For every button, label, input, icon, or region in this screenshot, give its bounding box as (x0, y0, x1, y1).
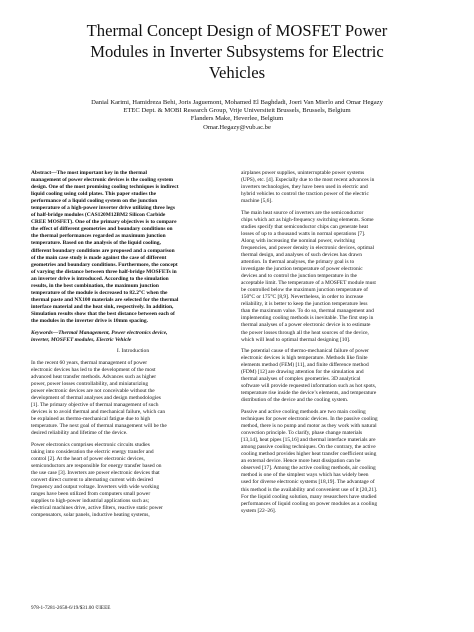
text-line: 150°C or 175°C [8,9]. Nevertheless, in order to increase (241, 294, 364, 301)
text-line: results, in the best combination, the maximum junction (31, 282, 159, 289)
text-line: performance of a liquid cooling system on the junction (31, 198, 158, 205)
text-line: taking into consideration the electric energy transfer and (31, 448, 154, 455)
text-line: management of power electronic devices is the cooling system (31, 177, 174, 184)
text-line: the thermal performances regarded as maximum junction (31, 233, 166, 240)
text-line: method is one of the simplest ways which has widely been (241, 472, 369, 479)
text-line: different boundary conditions are proposed and a comparison (31, 247, 175, 254)
text-line: thermal paste and NX100 materials are selected for the thermal (31, 296, 179, 303)
title-line: Modules in Inverter Subsystems for Electric (90, 42, 384, 61)
text-line: The main heat source of inverters are the semiconductor (241, 209, 364, 216)
text-line: CREE MOSFET). One of the primary objectives is to compare (31, 219, 177, 226)
text-line: cooling method provides higher heat transfer coefficient using (241, 451, 377, 458)
text-line: Keywords—Thermal Management, Power electronics device, (31, 329, 168, 336)
text-line: advanced heat transfer methods. Advances such as higher (31, 373, 157, 380)
text-line: the modules in the inverter drive is 10mm spacing. (31, 317, 148, 324)
text-line: software will provide requested information such as hot spots, (241, 383, 377, 390)
text-line: convection principle. To clarify, phase change materials (241, 430, 363, 437)
text-line: the use case [3]. Inverters are power electronic devices that (31, 469, 160, 476)
text-line: system [22–26]. (241, 507, 277, 514)
text-line: investigate the junction temperature of power electronic (241, 266, 363, 273)
text-line: design. One of the most promising cooling techniques is indirect (31, 184, 179, 191)
text-line: of the main case study is made against the case of different (31, 254, 167, 261)
text-line: interface material and the heat sink, respectively. In addition, (31, 303, 174, 310)
author-names: Danial Karimi, Hamidreza Behi, Joris Jaguemont, Mohamed El Baghdadi, Joeri Van Mierlo and Omar Hegazy (91, 99, 383, 106)
text-line: temperature. The next goal of thermal management will be the (31, 423, 167, 430)
text-line: losses of up to a thousand watts in normal operations [7]. (241, 230, 366, 237)
text-line: performances of liquid cooling on power modules as a cooling (241, 500, 378, 507)
text-line: frequencies, and power density in electronic devices, optimal (241, 244, 375, 251)
text-line: the power losses through all the heat sources of the device, (241, 329, 369, 336)
text-line: For the liquid cooling solution, many researchers have studied (241, 493, 377, 500)
text-line: Simulation results show that the best distance between each of (31, 310, 175, 317)
text-line: [13,14], heat pipes [15,16] and thermal interface materials are (241, 437, 376, 444)
affiliation: Flanders Make, Heverlee, Belgium (190, 115, 284, 123)
text-line: used for diverse electronic systems [18,19]. The advantage of (241, 479, 375, 486)
text-line: Abstract—The most important key in the thermal (31, 170, 147, 176)
text-line: inverter, MOSFET modules, Electric Vehicle (31, 336, 132, 343)
text-line: of half-bridge modules (CAS120M12BM2 Silicon Carbide (31, 212, 166, 219)
text-line: control [2]. At the heart of power electronic devices, (31, 455, 145, 462)
text-line: compensators, solar panels, inductive heating systems, (31, 512, 150, 519)
text-line: techniques for power electronic devices. In the passive cooling (241, 416, 378, 423)
text-line: distribution of the device and the cooling system. (241, 397, 349, 404)
section-heading: I. Introduction (116, 348, 150, 355)
text-line: ranges have been utilized from computers small power (31, 491, 151, 498)
text-line: Along with increasing the nominal power, switching (241, 237, 356, 244)
text-line: [1]. The primary objective of thermal management of such (31, 401, 159, 408)
text-line: power electronic devices are not conceivable without the (31, 387, 155, 394)
text-line: temperature of the module is decreased to 82.2°C when the (31, 289, 168, 296)
text-line: devices and to control the junction temperature in the (241, 273, 357, 280)
text-line: devices is to avoid thermal and mechanical failure, which can (31, 409, 166, 415)
author-email: Omar.Hegazy@vub.ac.be (203, 123, 271, 131)
text-line: be explained as thermo-mechanical fatigue due to high (31, 416, 151, 423)
text-line: the effect of different geometries and boundary conditions on (31, 226, 173, 233)
text-line: inverters technologies, they have been used in electric and (241, 184, 368, 191)
affiliation: ETEC Dept. & MOBI Research Group, Vrije Universiteit Brussels, Brussels, Belgium (123, 107, 351, 115)
text-line: convert direct current to alternating current with desired (31, 476, 153, 483)
paper-title (20, 20, 454, 83)
text-line: Power electronics comprises electronic circuits studies (31, 441, 150, 448)
text-line: this method is the availability and convenient use of it [20,21]. (241, 486, 378, 493)
text-line: studies specify that semiconductor chips can generate heat (241, 223, 368, 230)
text-line: than the maximum value. To do so, thermal management and (241, 308, 374, 315)
right-column (241, 170, 445, 515)
text-line: machine [5,6]. (241, 198, 273, 205)
text-line: method, there is no pump and motor as they work with natural (241, 423, 377, 430)
text-line: reliability, it is better to keep the junction temperature less (241, 301, 368, 308)
text-line: acceptable limit. The temperature of a MOSFET module must (241, 280, 376, 287)
text-line: hybrid vehicles to control the traction power of the electric (241, 191, 369, 198)
text-line: semiconductors are responsible for energy transfer based on (31, 462, 162, 469)
text-line: liquid cooling using cold plates. This paper studies the (31, 191, 157, 198)
text-line: elements method (FEM) [11], and finite difference method (241, 362, 369, 369)
title-line: Thermal Concept Design of MOSFET Power (86, 21, 388, 40)
copyright-footer: 978-1-7281-2658-6/19/$31.00 ©IEEE (31, 605, 111, 611)
text-line: be controlled below the maximum junction temperature of (241, 287, 368, 294)
text-line: attention. In thermal analyses, the primary goal is to (241, 259, 355, 266)
text-line: desired reliability and lifetime of the device. (31, 430, 128, 437)
text-line: (FDM) [12] are drawing attention for the simulation and (241, 369, 364, 376)
title-line: Vehicles (208, 63, 266, 82)
text-line: temperature rise inside the device’s elements, and temperature (241, 390, 377, 397)
text-line: development of thermal analyses and design methodologies (31, 394, 161, 401)
text-line: temperature of a high-power inverter drive utilizing three legs (31, 205, 175, 212)
text-line: Passive and active cooling methods are two main cooling (241, 409, 366, 415)
text-line: In the recent 60 years, thermal management of power (31, 359, 148, 366)
text-line: temperature. Based on the analysis of the liquid cooling, (31, 240, 161, 247)
text-line: power, power losses controllability, and miniaturizing (31, 380, 149, 387)
text-line: among passive cooling techniques. On the contrary, the active (241, 444, 376, 451)
text-line: an external device. Hence more heat dissipation can be (241, 458, 361, 465)
text-line: chips which act as high-frequency switching elements. Some (241, 216, 374, 223)
text-line: The potential cause of thermo-mechanical failure of power (241, 348, 369, 355)
text-line: implementing cooling methods is inevitable. The first step in (241, 315, 374, 322)
text-line: thermal analyses of complex geometries. 3D analytical (241, 376, 361, 383)
text-line: thermal analyses of a power electronic device is to estimate (241, 322, 371, 329)
text-line: an inverter drive is introduced. According to the simulation (31, 275, 169, 282)
text-line: electronic devices has led to the development of the most (31, 366, 156, 373)
text-line: supplies to high-power industrial applications such as; (31, 498, 150, 505)
author-block (30, 99, 444, 132)
text-line: frequency and output voltage. Inverters with wide working (31, 483, 160, 490)
text-line: thermal design, and analyses of such devices has drawn (241, 252, 362, 259)
text-line: observed [17]. Among the active cooling methods, air cooling (241, 465, 376, 472)
left-column (31, 170, 235, 519)
text-line: electronic devices is high temperature. Methods like finite (241, 355, 368, 362)
text-line: which will lead to optimal thermal designing [10]. (241, 336, 351, 343)
text-line: geometries and boundary conditions. Furthermore, the concept (31, 261, 178, 268)
text-line: electrical machines drive, active filters, reactive static power (31, 505, 163, 512)
text-line: of varying the distance between three half-bridge MOSFETs in (31, 268, 177, 275)
text-line: (UPS), etc. [4]. Especially due to the most recent advances in (241, 177, 375, 184)
text-line: airplanes power supplies, uninterruptable power systems (241, 170, 365, 176)
